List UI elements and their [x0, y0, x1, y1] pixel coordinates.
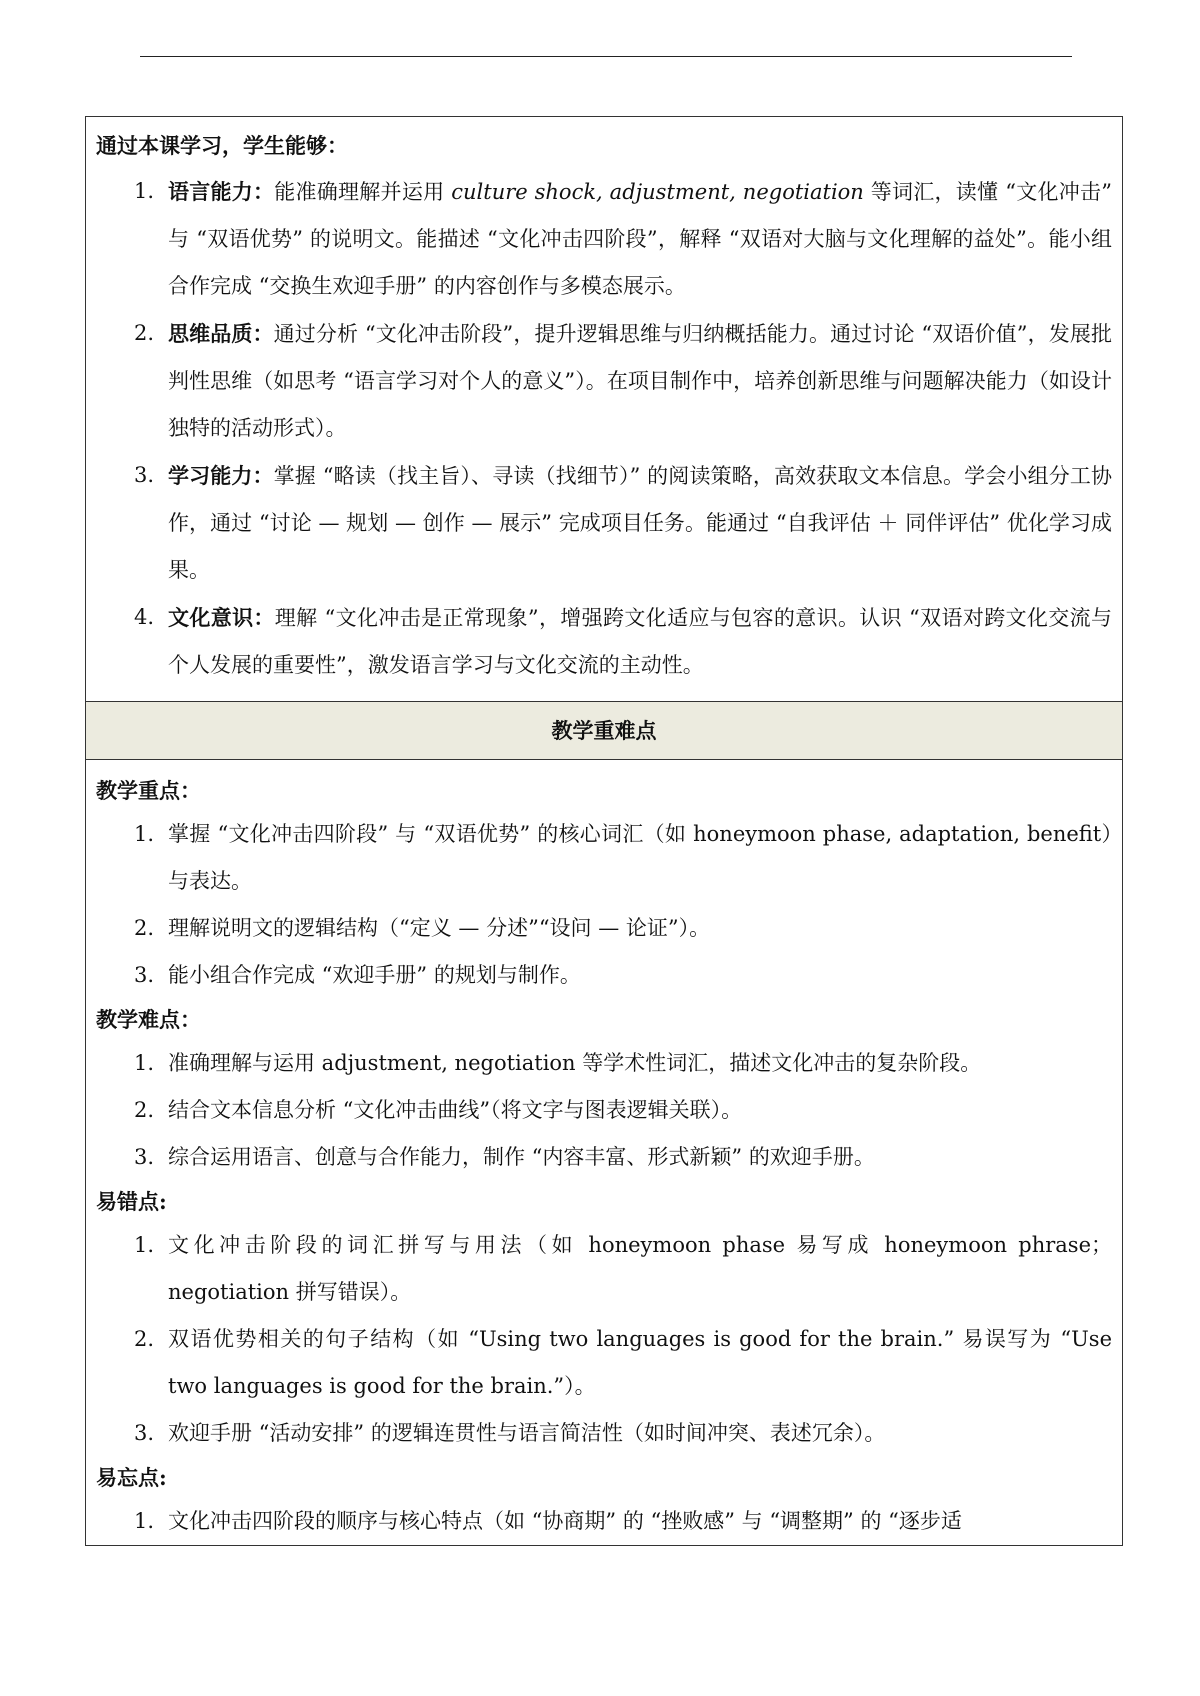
error-points-heading: 易错点:: [96, 1189, 167, 1214]
item-number: 2.: [133, 1327, 154, 1351]
list-item: [96, 1410, 1112, 1457]
list-item: [96, 811, 1112, 905]
item-number: 1.: [133, 822, 154, 846]
item-text: 掌握 “文化冲击四阶段” 与 “双语优势” 的核心词汇（如 honeymoon phase, adaptation, benefit）与表达。: [168, 822, 1112, 893]
list-item: [96, 1040, 1112, 1087]
item-number: 1.: [133, 1233, 154, 1257]
objective-item: [96, 168, 1112, 310]
item-lead: 文化意识：: [168, 605, 275, 630]
item-terms: culture shock, adjustment, negotiation: [451, 180, 864, 204]
key-points-group: [96, 774, 1112, 999]
item-body: 理解 “文化冲击是正常现象”，增强跨文化适应与包容的意识。认识 “双语对跨文化交流与个人发展的重要性”，激发语言学习与文化交流的主动性。: [168, 606, 1113, 677]
list-item: [96, 1087, 1112, 1134]
forget-points-group: [96, 1461, 1112, 1545]
item-number: 1.: [133, 1509, 154, 1533]
item-lead: 语言能力：: [168, 179, 275, 204]
item-number: 4.: [133, 605, 154, 629]
key-difficult-points-cell: [86, 759, 1122, 1545]
item-text-post: 等词汇，读懂 “文化冲击” 与 “双语优势” 的说明文。能描述 “文化冲击四阶段”，解释 “双语对大脑与文化理解的益处”。能小组合作完成 “交换生欢迎手册” 的内容创作与多模态展示。: [168, 180, 1112, 298]
item-body: 通过分析 “文化冲击阶段”，提升逻辑思维与归纳概括能力。通过讨论 “双语价值”，发展批判性思维（如思考 “语言学习对个人的意义”）。在项目制作中，培养创新思维与问题解决能力（如设计独特的活动形式）。: [168, 322, 1112, 440]
item-text: 欢迎手册 “活动安排” 的逻辑连贯性与语言简洁性（如时间冲突、表述冗余）。: [168, 1421, 886, 1445]
list-item: [96, 1498, 1112, 1545]
objective-item: [96, 452, 1112, 594]
list-item: [96, 1134, 1112, 1181]
item-text-pre: 能准确理解并运用: [274, 180, 452, 204]
objectives-intro: 通过本课学习，学生能够：: [96, 133, 348, 158]
objectives-cell: [86, 117, 1122, 701]
item-text: 能小组合作完成 “欢迎手册” 的规划与制作。: [168, 963, 581, 987]
section-band: 教学重难点: [86, 701, 1122, 759]
item-number: 2.: [133, 1098, 154, 1122]
item-number: 3.: [133, 1421, 154, 1445]
item-number: 2.: [133, 321, 154, 345]
forget-points-heading: 易忘点:: [96, 1465, 167, 1490]
list-item: [96, 1316, 1112, 1410]
item-number: 1.: [133, 179, 154, 203]
item-number: 3.: [133, 463, 154, 487]
list-item: [96, 905, 1112, 952]
difficulties-group: [96, 1003, 1112, 1181]
objective-item: [96, 310, 1112, 452]
key-points-heading: 教学重点：: [96, 778, 201, 803]
item-text: [168, 452, 1112, 594]
item-text: 双语优势相关的句子结构（如 “Using two languages is good for the brain.” 易误写为 “Use two languages is good for the brain.”）。: [168, 1327, 1112, 1398]
item-text: 综合运用语言、创意与合作能力，制作 “内容丰富、形式新颖” 的欢迎手册。: [168, 1145, 875, 1169]
item-body: 掌握 “略读（找主旨）、寻读（找细节）” 的阅读策略，高效获取文本信息。学会小组分工协作，通过 “讨论 — 规划 — 创作 — 展示” 完成项目任务。能通过 “自我评估 ＋ 同伴评估” 优化学习成果。: [168, 464, 1112, 582]
item-text: 准确理解与运用 adjustment, negotiation 等学术性词汇，描述文化冲击的复杂阶段。: [168, 1051, 982, 1075]
header-rule: [140, 56, 1072, 57]
item-text: 结合文本信息分析 “文化冲击曲线”（将文字与图表逻辑关联）。: [168, 1098, 743, 1122]
item-number: 2.: [133, 916, 154, 940]
item-text: [168, 310, 1112, 452]
error-points-group: [96, 1185, 1112, 1457]
item-number: 1.: [133, 1051, 154, 1075]
item-text: 理解说明文的逻辑结构（“定义 — 分述”“设问 — 论证”）。: [168, 916, 711, 940]
item-text: 文化冲击阶段的词汇拼写与用法（如 honeymoon phase 易写成 honeymoon phrase；negotiation 拼写错误）。: [168, 1233, 1112, 1304]
list-item: [96, 1222, 1112, 1316]
list-item: [96, 952, 1112, 999]
lesson-plan-table: [85, 116, 1123, 1546]
item-text: [168, 594, 1112, 689]
item-text: [168, 168, 1112, 310]
objective-item: [96, 594, 1112, 689]
item-text: 文化冲击四阶段的顺序与核心特点（如 “协商期” 的 “挫败感” 与 “调整期” 的 “逐步适: [168, 1509, 962, 1533]
item-number: 3.: [133, 963, 154, 987]
item-number: 3.: [133, 1145, 154, 1169]
difficulties-heading: 教学难点：: [96, 1007, 201, 1032]
item-lead: 学习能力：: [168, 463, 274, 488]
item-lead: 思维品质：: [168, 321, 274, 346]
